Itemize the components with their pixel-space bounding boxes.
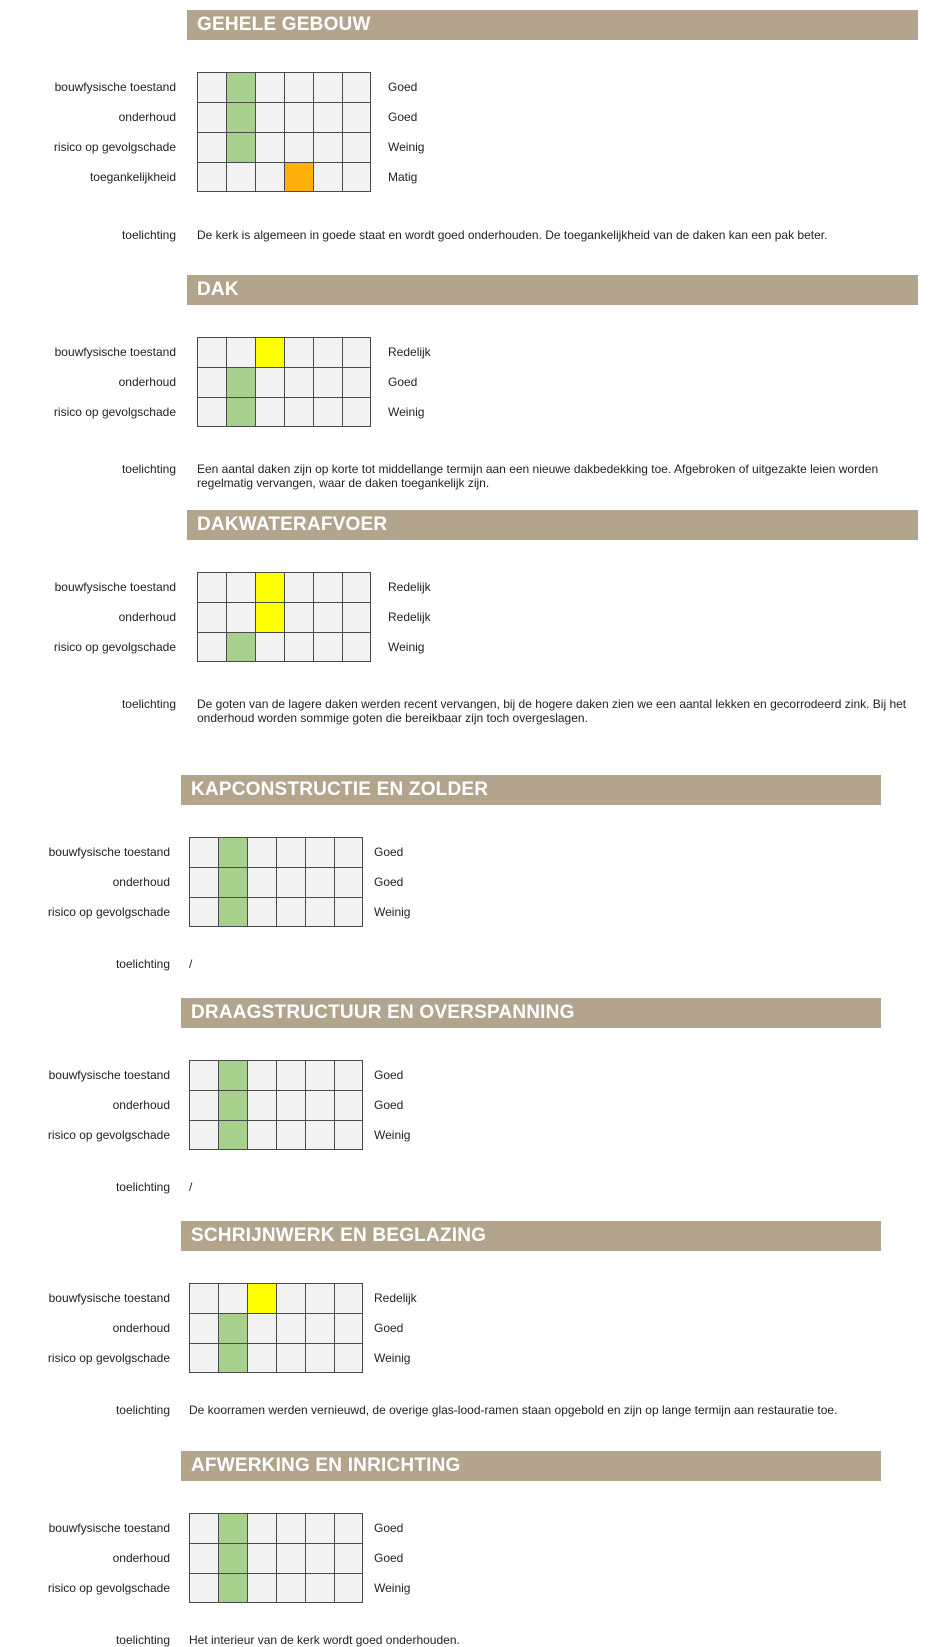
section-title: SCHRIJNWERK EN BEGLAZING <box>181 1221 881 1251</box>
rating-cell <box>313 132 342 162</box>
toelichting-label: toelichting <box>121 462 176 476</box>
rating-cell <box>342 397 371 427</box>
rating-row <box>0 1090 934 1120</box>
rating-label: risico op gevolgschade <box>53 140 176 154</box>
rating-cell <box>313 602 342 632</box>
toelichting-text: De koorramen werden vernieuwd, de overige glas-lood-ramen staan opgebold en zijn op lange termijn aan restauratie toe. <box>189 1403 838 1417</box>
rating-cell <box>197 102 226 132</box>
rating-cell <box>342 602 371 632</box>
rating-row <box>0 867 934 897</box>
rating-scale <box>197 572 371 602</box>
rating-cell <box>342 632 371 662</box>
rating-cell <box>305 1060 334 1090</box>
rating-marker <box>218 1090 247 1120</box>
rating-cell <box>276 1283 305 1313</box>
rating-cell <box>226 337 255 367</box>
rating-label: onderhoud <box>112 875 170 889</box>
rating-cell <box>247 1543 276 1573</box>
rating-cell <box>189 1120 218 1150</box>
rating-marker <box>255 572 284 602</box>
rating-cell <box>334 867 363 897</box>
rating-cell <box>284 632 313 662</box>
toelichting-label: toelichting <box>115 1180 170 1194</box>
rating-value: Goed <box>388 110 418 124</box>
rating-marker <box>255 602 284 632</box>
rating-row <box>0 572 934 602</box>
rating-scale <box>189 1513 363 1543</box>
rating-cell <box>255 72 284 102</box>
rating-row <box>0 72 934 102</box>
rating-label: onderhoud <box>118 110 176 124</box>
rating-cell <box>189 1283 218 1313</box>
rating-cell <box>189 1060 218 1090</box>
rating-cell <box>305 837 334 867</box>
toelichting-text: De goten van de lagere daken werden recent vervangen, bij de hogere daken zien we een aantal lekken en gecorrodeerd zink. Bij het onderhoud worden sommige goten die bereikbaar zijn toch overgeslagen. <box>197 697 907 725</box>
rating-cell <box>313 102 342 132</box>
rating-cell <box>276 1573 305 1603</box>
rating-scale <box>197 162 371 192</box>
rating-cell <box>255 367 284 397</box>
rating-marker <box>218 1513 247 1543</box>
rating-value: Weinig <box>374 1128 411 1142</box>
rating-row <box>0 632 934 662</box>
rating-marker <box>218 1343 247 1373</box>
rating-label: bouwfysische toestand <box>48 845 170 859</box>
rating-row <box>0 337 934 367</box>
section-title: AFWERKING EN INRICHTING <box>181 1451 881 1481</box>
rating-cell <box>226 572 255 602</box>
rating-value: Goed <box>374 1521 404 1535</box>
section-title: KAPCONSTRUCTIE EN ZOLDER <box>181 775 881 805</box>
rating-cell <box>247 1060 276 1090</box>
rating-value: Goed <box>388 80 418 94</box>
rating-scale <box>197 602 371 632</box>
rating-cell <box>189 1513 218 1543</box>
rating-marker <box>226 367 255 397</box>
rating-scale <box>189 1283 363 1313</box>
rating-cell <box>255 632 284 662</box>
rating-marker <box>218 897 247 927</box>
rating-cell <box>334 1313 363 1343</box>
toelichting-text: / <box>189 1180 193 1194</box>
rating-value: Goed <box>374 1098 404 1112</box>
rating-cell <box>247 1513 276 1543</box>
rating-cell <box>284 132 313 162</box>
rating-cell <box>334 897 363 927</box>
rating-cell <box>276 1090 305 1120</box>
rating-cell <box>313 337 342 367</box>
toelichting-text: / <box>189 957 193 971</box>
rating-value: Goed <box>388 375 418 389</box>
rating-cell <box>197 72 226 102</box>
rating-cell <box>305 1343 334 1373</box>
rating-cell <box>197 602 226 632</box>
section-title: GEHELE GEBOUW <box>187 10 918 40</box>
rating-label: risico op gevolgschade <box>53 640 176 654</box>
rating-cell <box>305 1543 334 1573</box>
rating-cell <box>247 897 276 927</box>
toelichting-label: toelichting <box>115 1633 170 1647</box>
rating-cell <box>189 1543 218 1573</box>
rating-value: Matig <box>388 170 418 184</box>
rating-label: bouwfysische toestand <box>48 1068 170 1082</box>
rating-row <box>0 1543 934 1573</box>
rating-cell <box>342 102 371 132</box>
rating-row <box>0 602 934 632</box>
rating-value: Goed <box>374 845 404 859</box>
rating-scale <box>189 897 363 927</box>
rating-cell <box>247 1573 276 1603</box>
rating-cell <box>197 572 226 602</box>
rating-label: onderhoud <box>112 1098 170 1112</box>
rating-cell <box>197 632 226 662</box>
rating-cell <box>305 1090 334 1120</box>
rating-value: Redelijk <box>388 580 431 594</box>
rating-row <box>0 897 934 927</box>
rating-label: onderhoud <box>112 1551 170 1565</box>
rating-cell <box>247 1343 276 1373</box>
rating-cell <box>197 397 226 427</box>
rating-cell <box>284 72 313 102</box>
toelichting-text: De kerk is algemeen in goede staat en wordt goed onderhouden. De toegankelijkheid van de daken kan een pak beter. <box>197 228 828 242</box>
rating-row <box>0 1283 934 1313</box>
rating-label: onderhoud <box>118 610 176 624</box>
rating-cell <box>276 897 305 927</box>
rating-cell <box>334 1543 363 1573</box>
rating-row <box>0 1120 934 1150</box>
rating-value: Goed <box>374 875 404 889</box>
rating-marker <box>226 72 255 102</box>
rating-cell <box>334 1513 363 1543</box>
rating-marker <box>218 1120 247 1150</box>
rating-cell <box>189 837 218 867</box>
toelichting-text: Het interieur van de kerk wordt goed onderhouden. <box>189 1633 460 1647</box>
rating-scale <box>197 72 371 102</box>
rating-marker <box>218 1313 247 1343</box>
rating-scale <box>197 367 371 397</box>
rating-cell <box>276 1120 305 1150</box>
rating-marker <box>218 1060 247 1090</box>
rating-cell <box>197 337 226 367</box>
rating-cell <box>276 837 305 867</box>
rating-row <box>0 132 934 162</box>
rating-cell <box>284 337 313 367</box>
rating-cell <box>313 397 342 427</box>
section-title: DAK <box>187 275 918 305</box>
rating-scale <box>189 1343 363 1373</box>
rating-marker <box>247 1283 276 1313</box>
rating-cell <box>255 102 284 132</box>
rating-cell <box>189 1343 218 1373</box>
rating-cell <box>334 1573 363 1603</box>
rating-cell <box>189 1090 218 1120</box>
rating-value: Goed <box>374 1068 404 1082</box>
rating-row <box>0 102 934 132</box>
rating-cell <box>247 1120 276 1150</box>
rating-cell <box>276 1313 305 1343</box>
rating-label: risico op gevolgschade <box>47 1351 170 1365</box>
rating-cell <box>284 102 313 132</box>
rating-scale <box>197 397 371 427</box>
rating-row <box>0 1060 934 1090</box>
rating-cell <box>342 162 371 192</box>
rating-value: Weinig <box>374 905 411 919</box>
rating-cell <box>342 572 371 602</box>
rating-cell <box>313 572 342 602</box>
rating-cell <box>313 162 342 192</box>
rating-label: risico op gevolgschade <box>47 1581 170 1595</box>
rating-label: bouwfysische toestand <box>48 1521 170 1535</box>
rating-marker <box>218 1573 247 1603</box>
rating-cell <box>276 1543 305 1573</box>
rating-cell <box>197 367 226 397</box>
rating-cell <box>189 897 218 927</box>
rating-label: bouwfysische toestand <box>54 80 176 94</box>
rating-value: Weinig <box>388 640 425 654</box>
rating-cell <box>305 1283 334 1313</box>
rating-row <box>0 1343 934 1373</box>
rating-value: Redelijk <box>388 345 431 359</box>
rating-value: Weinig <box>388 140 425 154</box>
rating-label: toegankelijkheid <box>89 170 176 184</box>
rating-cell <box>247 867 276 897</box>
rating-cell <box>342 72 371 102</box>
rating-cell <box>284 367 313 397</box>
rating-cell <box>247 1313 276 1343</box>
rating-value: Goed <box>374 1321 404 1335</box>
toelichting-label: toelichting <box>121 228 176 242</box>
rating-cell <box>276 1513 305 1543</box>
rating-cell <box>284 572 313 602</box>
rating-row <box>0 1513 934 1543</box>
rating-label: risico op gevolgschade <box>47 905 170 919</box>
rating-cell <box>334 1120 363 1150</box>
rating-label: onderhoud <box>112 1321 170 1335</box>
rating-value: Redelijk <box>388 610 431 624</box>
rating-row <box>0 1573 934 1603</box>
rating-scale <box>197 337 371 367</box>
rating-scale <box>189 867 363 897</box>
rating-scale <box>197 102 371 132</box>
section-title: DAKWATERAFVOER <box>187 510 918 540</box>
rating-marker <box>218 1543 247 1573</box>
rating-scale <box>189 1313 363 1343</box>
rating-cell <box>226 602 255 632</box>
rating-cell <box>247 1090 276 1120</box>
rating-cell <box>334 1283 363 1313</box>
rating-marker <box>284 162 313 192</box>
rating-label: risico op gevolgschade <box>47 1128 170 1142</box>
rating-scale <box>197 632 371 662</box>
rating-scale <box>189 1573 363 1603</box>
rating-cell <box>305 1120 334 1150</box>
rating-label: bouwfysische toestand <box>54 580 176 594</box>
rating-row <box>0 837 934 867</box>
rating-cell <box>197 132 226 162</box>
rating-marker <box>226 102 255 132</box>
section-title: DRAAGSTRUCTUUR EN OVERSPANNING <box>181 998 881 1028</box>
rating-cell <box>342 337 371 367</box>
rating-cell <box>189 1313 218 1343</box>
toelichting-label: toelichting <box>121 697 176 711</box>
rating-cell <box>284 602 313 632</box>
rating-scale <box>189 1060 363 1090</box>
rating-cell <box>342 367 371 397</box>
rating-cell <box>247 837 276 867</box>
rating-cell <box>197 162 226 192</box>
rating-value: Weinig <box>374 1351 411 1365</box>
rating-scale <box>197 132 371 162</box>
toelichting-label: toelichting <box>115 957 170 971</box>
rating-cell <box>255 132 284 162</box>
rating-marker <box>226 132 255 162</box>
rating-row <box>0 367 934 397</box>
toelichting-label: toelichting <box>115 1403 170 1417</box>
rating-cell <box>334 1343 363 1373</box>
rating-marker <box>255 337 284 367</box>
rating-cell <box>342 132 371 162</box>
rating-value: Weinig <box>374 1581 411 1595</box>
rating-cell <box>334 837 363 867</box>
rating-cell <box>255 397 284 427</box>
rating-cell <box>305 897 334 927</box>
rating-row <box>0 397 934 427</box>
rating-cell <box>276 1343 305 1373</box>
rating-scale <box>189 1543 363 1573</box>
rating-marker <box>226 397 255 427</box>
rating-scale <box>189 1090 363 1120</box>
rating-label: onderhoud <box>118 375 176 389</box>
rating-marker <box>218 837 247 867</box>
toelichting-text: Een aantal daken zijn op korte tot middellange termijn aan een nieuwe dakbedekking toe. Afgebroken of uitgezakte leien worden regelmatig vervangen, waar de daken toegankelijk zijn. <box>197 462 879 490</box>
rating-cell <box>305 1513 334 1543</box>
rating-value: Weinig <box>388 405 425 419</box>
rating-marker <box>218 867 247 897</box>
rating-scale <box>189 837 363 867</box>
rating-value: Goed <box>374 1551 404 1565</box>
rating-value: Redelijk <box>374 1291 417 1305</box>
rating-cell <box>255 162 284 192</box>
rating-cell <box>305 1313 334 1343</box>
rating-cell <box>313 72 342 102</box>
rating-label: bouwfysische toestand <box>48 1291 170 1305</box>
rating-scale <box>189 1120 363 1150</box>
rating-cell <box>334 1060 363 1090</box>
rating-cell <box>226 162 255 192</box>
rating-cell <box>276 867 305 897</box>
rating-cell <box>313 632 342 662</box>
rating-label: bouwfysische toestand <box>54 345 176 359</box>
rating-row <box>0 1313 934 1343</box>
rating-label: risico op gevolgschade <box>53 405 176 419</box>
rating-row <box>0 162 934 192</box>
rating-cell <box>284 397 313 427</box>
rating-cell <box>189 867 218 897</box>
rating-cell <box>305 1573 334 1603</box>
rating-cell <box>313 367 342 397</box>
rating-cell <box>276 1060 305 1090</box>
rating-cell <box>334 1090 363 1120</box>
rating-marker <box>226 632 255 662</box>
rating-cell <box>305 867 334 897</box>
rating-cell <box>218 1283 247 1313</box>
rating-cell <box>189 1573 218 1603</box>
